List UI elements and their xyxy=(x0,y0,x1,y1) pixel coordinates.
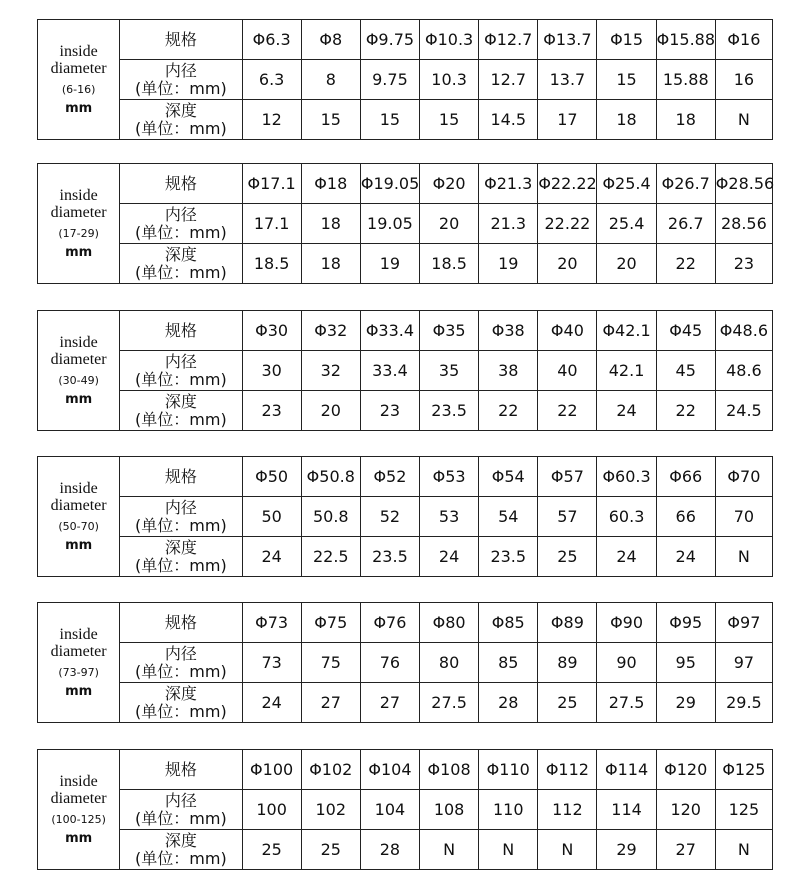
inner-cell: 50.8 xyxy=(301,497,360,537)
mm-text: mm xyxy=(65,830,93,846)
mm-text: mm xyxy=(65,391,93,407)
unit-label: (单位：mm) xyxy=(135,118,227,138)
depth-cell: 27 xyxy=(301,683,360,723)
spec-cell: Φ73 xyxy=(242,603,301,643)
depth-cell: 15 xyxy=(360,100,419,140)
diameter-text: diameter xyxy=(50,642,107,660)
spec-cell: Φ10.3 xyxy=(420,20,479,60)
diameter-text: diameter xyxy=(50,496,107,514)
spec-label xyxy=(120,164,242,204)
spec-cell: Φ42.1 xyxy=(597,311,656,351)
inner-cell: 48.6 xyxy=(715,351,772,391)
size-table-6 xyxy=(37,749,773,870)
spec-cell: Φ33.4 xyxy=(360,311,419,351)
spec-cell: Φ89 xyxy=(538,603,597,643)
inner-cell: 95 xyxy=(656,643,715,683)
spec-cell: Φ80 xyxy=(420,603,479,643)
spec-cell: Φ102 xyxy=(301,750,360,790)
inner-cell: 97 xyxy=(715,643,772,683)
spec-cell: Φ45 xyxy=(656,311,715,351)
inner-cell: 35 xyxy=(420,351,479,391)
depth-cell: 24.5 xyxy=(715,391,772,431)
depth-cell: 27.5 xyxy=(420,683,479,723)
size-table-1 xyxy=(37,19,773,140)
inner-cell: 104 xyxy=(360,790,419,830)
inner-label xyxy=(120,351,242,391)
spec-cell: Φ110 xyxy=(479,750,538,790)
unit-label: (单位：mm) xyxy=(135,515,227,535)
depth-cell: 22 xyxy=(656,391,715,431)
unit-label: (单位：mm) xyxy=(135,262,227,282)
inner-cell: 33.4 xyxy=(360,351,419,391)
unit-label: (单位：mm) xyxy=(135,222,227,242)
depth-cell: 27 xyxy=(360,683,419,723)
diameter-text: diameter xyxy=(50,59,107,77)
unit-label: (单位：mm) xyxy=(135,701,227,721)
size-table-4 xyxy=(37,456,773,577)
row-depth xyxy=(38,244,773,284)
depth-cell: 15 xyxy=(420,100,479,140)
spec-cell: Φ26.7 xyxy=(656,164,715,204)
spec-cell: Φ97 xyxy=(715,603,772,643)
inner-cell: 90 xyxy=(597,643,656,683)
depth-cell: N xyxy=(715,830,772,870)
inner-cell: 110 xyxy=(479,790,538,830)
inner-cell: 75 xyxy=(301,643,360,683)
spec-cell: Φ60.3 xyxy=(597,457,656,497)
inside-text: inside xyxy=(59,772,98,790)
depth-cell: 29 xyxy=(656,683,715,723)
size-table-3 xyxy=(37,310,773,431)
spec-label-text: 规格 xyxy=(164,320,197,340)
depth-cell: N xyxy=(715,100,772,140)
depth-cell: 23 xyxy=(360,391,419,431)
spec-cell: Φ76 xyxy=(360,603,419,643)
spec-cell: Φ48.6 xyxy=(715,311,772,351)
spec-cell: Φ125 xyxy=(715,750,772,790)
inner-cell: 54 xyxy=(479,497,538,537)
inner-label xyxy=(120,497,242,537)
depth-cell: N xyxy=(538,830,597,870)
depth-cell: 25 xyxy=(538,683,597,723)
depth-cell: 23 xyxy=(242,391,301,431)
depth-cell: 18.5 xyxy=(242,244,301,284)
range-header xyxy=(38,311,120,431)
inner-cell: 100 xyxy=(242,790,301,830)
range-text: (30-49) xyxy=(58,373,99,387)
depth-cell: 22 xyxy=(479,391,538,431)
inner-label-text: 内径 xyxy=(164,351,197,371)
depth-cell: 25 xyxy=(301,830,360,870)
inner-label-text: 内径 xyxy=(164,60,197,80)
spec-cell: Φ15.88 xyxy=(656,20,715,60)
depth-label-text: 深度 xyxy=(164,244,197,264)
depth-cell: 29 xyxy=(597,830,656,870)
depth-cell: 24 xyxy=(420,537,479,577)
depth-cell: 27 xyxy=(656,830,715,870)
spec-cell: Φ75 xyxy=(301,603,360,643)
inner-cell: 18 xyxy=(301,204,360,244)
depth-cell: 20 xyxy=(301,391,360,431)
spec-cell: Φ16 xyxy=(715,20,772,60)
inner-cell: 22.22 xyxy=(538,204,597,244)
depth-label xyxy=(120,683,242,723)
size-table-5 xyxy=(37,602,773,723)
spec-cell: Φ50.8 xyxy=(301,457,360,497)
spec-cell: Φ95 xyxy=(656,603,715,643)
spec-label-text: 规格 xyxy=(164,759,197,779)
depth-cell: 18 xyxy=(656,100,715,140)
unit-label: (单位：mm) xyxy=(135,848,227,868)
depth-cell: 18.5 xyxy=(420,244,479,284)
inner-cell: 57 xyxy=(538,497,597,537)
spec-cell: Φ40 xyxy=(538,311,597,351)
inner-cell: 8 xyxy=(301,60,360,100)
depth-label xyxy=(120,391,242,431)
depth-cell: N xyxy=(715,537,772,577)
inner-cell: 114 xyxy=(597,790,656,830)
depth-label xyxy=(120,537,242,577)
depth-cell: 24 xyxy=(242,683,301,723)
inner-label xyxy=(120,643,242,683)
range-header xyxy=(38,603,120,723)
spec-cell: Φ54 xyxy=(479,457,538,497)
depth-cell: N xyxy=(479,830,538,870)
inner-cell: 10.3 xyxy=(420,60,479,100)
depth-label xyxy=(120,244,242,284)
depth-label xyxy=(120,100,242,140)
spec-cell: Φ15 xyxy=(597,20,656,60)
depth-cell: 25 xyxy=(538,537,597,577)
range-header xyxy=(38,457,120,577)
range-text: (50-70) xyxy=(58,519,99,533)
spec-cell: Φ8 xyxy=(301,20,360,60)
inner-cell: 28.56 xyxy=(715,204,772,244)
spec-cell: Φ30 xyxy=(242,311,301,351)
row-inner xyxy=(38,204,773,244)
depth-cell: 18 xyxy=(597,100,656,140)
inner-cell: 21.3 xyxy=(479,204,538,244)
spec-cell: Φ85 xyxy=(479,603,538,643)
row-spec xyxy=(38,311,773,351)
spec-cell: Φ104 xyxy=(360,750,419,790)
row-depth xyxy=(38,100,773,140)
depth-cell: 27.5 xyxy=(597,683,656,723)
row-inner xyxy=(38,790,773,830)
mm-text: mm xyxy=(65,100,93,116)
inside-text: inside xyxy=(59,479,98,497)
diameter-text: diameter xyxy=(50,789,107,807)
spec-cell: Φ100 xyxy=(242,750,301,790)
depth-cell: 25 xyxy=(242,830,301,870)
depth-label-text: 深度 xyxy=(164,537,197,557)
inner-cell: 16 xyxy=(715,60,772,100)
range-header xyxy=(38,20,120,140)
mm-text: mm xyxy=(65,244,93,260)
spec-label xyxy=(120,750,242,790)
spec-cell: Φ28.56 xyxy=(715,164,772,204)
depth-cell: 23.5 xyxy=(420,391,479,431)
spec-cell: Φ108 xyxy=(420,750,479,790)
row-spec xyxy=(38,457,773,497)
inner-cell: 26.7 xyxy=(656,204,715,244)
inner-cell: 32 xyxy=(301,351,360,391)
inner-cell: 60.3 xyxy=(597,497,656,537)
depth-label-text: 深度 xyxy=(164,391,197,411)
row-depth xyxy=(38,683,773,723)
inner-cell: 102 xyxy=(301,790,360,830)
depth-cell: 12 xyxy=(242,100,301,140)
spec-cell: Φ20 xyxy=(420,164,479,204)
spec-cell: Φ6.3 xyxy=(242,20,301,60)
inner-cell: 42.1 xyxy=(597,351,656,391)
inner-cell: 17.1 xyxy=(242,204,301,244)
spec-cell: Φ21.3 xyxy=(479,164,538,204)
unit-label: (单位：mm) xyxy=(135,661,227,681)
spec-cell: Φ38 xyxy=(479,311,538,351)
row-spec xyxy=(38,603,773,643)
inner-cell: 108 xyxy=(420,790,479,830)
range-header xyxy=(38,750,120,870)
depth-cell: 22 xyxy=(656,244,715,284)
inner-cell: 12.7 xyxy=(479,60,538,100)
depth-cell: 24 xyxy=(242,537,301,577)
depth-cell: 22.5 xyxy=(301,537,360,577)
inner-label-text: 内径 xyxy=(164,790,197,810)
range-text: (6-16) xyxy=(61,82,96,96)
depth-cell: 28 xyxy=(360,830,419,870)
spec-cell: Φ90 xyxy=(597,603,656,643)
diameter-text: diameter xyxy=(50,350,107,368)
inner-label xyxy=(120,60,242,100)
spec-label xyxy=(120,603,242,643)
diameter-text: diameter xyxy=(50,203,107,221)
spec-cell: Φ114 xyxy=(597,750,656,790)
inner-cell: 45 xyxy=(656,351,715,391)
depth-cell: 19 xyxy=(479,244,538,284)
inner-cell: 89 xyxy=(538,643,597,683)
inside-text: inside xyxy=(59,42,98,60)
spec-cell: Φ66 xyxy=(656,457,715,497)
unit-label: (单位：mm) xyxy=(135,555,227,575)
depth-cell: 28 xyxy=(479,683,538,723)
depth-label-text: 深度 xyxy=(164,100,197,120)
inner-cell: 73 xyxy=(242,643,301,683)
inner-cell: 15.88 xyxy=(656,60,715,100)
inner-label-text: 内径 xyxy=(164,643,197,663)
mm-text: mm xyxy=(65,537,93,553)
depth-label-text: 深度 xyxy=(164,683,197,703)
row-inner xyxy=(38,497,773,537)
inner-cell: 38 xyxy=(479,351,538,391)
inner-cell: 13.7 xyxy=(538,60,597,100)
depth-cell: 14.5 xyxy=(479,100,538,140)
depth-cell: N xyxy=(420,830,479,870)
inner-cell: 70 xyxy=(715,497,772,537)
inner-cell: 40 xyxy=(538,351,597,391)
depth-cell: 29.5 xyxy=(715,683,772,723)
depth-cell: 18 xyxy=(301,244,360,284)
row-inner xyxy=(38,351,773,391)
spec-cell: Φ17.1 xyxy=(242,164,301,204)
depth-cell: 19 xyxy=(360,244,419,284)
spec-cell: Φ18 xyxy=(301,164,360,204)
inner-cell: 30 xyxy=(242,351,301,391)
row-spec xyxy=(38,164,773,204)
depth-label xyxy=(120,830,242,870)
spec-cell: Φ120 xyxy=(656,750,715,790)
spec-label xyxy=(120,311,242,351)
size-table-2 xyxy=(37,163,773,284)
depth-cell: 24 xyxy=(597,537,656,577)
range-text: (17-29) xyxy=(58,226,99,240)
spec-cell: Φ32 xyxy=(301,311,360,351)
unit-label: (单位：mm) xyxy=(135,369,227,389)
depth-cell: 20 xyxy=(597,244,656,284)
spec-cell: Φ35 xyxy=(420,311,479,351)
mm-text: mm xyxy=(65,683,93,699)
spec-label xyxy=(120,20,242,60)
spec-cell: Φ50 xyxy=(242,457,301,497)
depth-cell: 23.5 xyxy=(479,537,538,577)
row-inner xyxy=(38,60,773,100)
spec-cell: Φ57 xyxy=(538,457,597,497)
depth-cell: 23 xyxy=(715,244,772,284)
spec-label-text: 规格 xyxy=(164,29,197,49)
inner-label xyxy=(120,790,242,830)
inner-cell: 6.3 xyxy=(242,60,301,100)
range-text: (100-125) xyxy=(51,812,106,826)
depth-cell: 23.5 xyxy=(360,537,419,577)
spec-cell: Φ13.7 xyxy=(538,20,597,60)
inner-cell: 50 xyxy=(242,497,301,537)
spec-cell: Φ19.05 xyxy=(360,164,419,204)
spec-cell: Φ70 xyxy=(715,457,772,497)
inner-cell: 9.75 xyxy=(360,60,419,100)
inner-cell: 19.05 xyxy=(360,204,419,244)
row-depth xyxy=(38,391,773,431)
spec-cell: Φ52 xyxy=(360,457,419,497)
spec-label-text: 规格 xyxy=(164,173,197,193)
row-depth xyxy=(38,830,773,870)
inner-cell: 125 xyxy=(715,790,772,830)
depth-cell: 17 xyxy=(538,100,597,140)
inner-cell: 85 xyxy=(479,643,538,683)
inside-text: inside xyxy=(59,186,98,204)
spec-cell: Φ9.75 xyxy=(360,20,419,60)
inner-label-text: 内径 xyxy=(164,497,197,517)
row-spec xyxy=(38,20,773,60)
inner-cell: 20 xyxy=(420,204,479,244)
inner-cell: 66 xyxy=(656,497,715,537)
unit-label: (单位：mm) xyxy=(135,78,227,98)
inner-cell: 15 xyxy=(597,60,656,100)
unit-label: (单位：mm) xyxy=(135,808,227,828)
inner-cell: 52 xyxy=(360,497,419,537)
spec-label-text: 规格 xyxy=(164,612,197,632)
spec-cell: Φ112 xyxy=(538,750,597,790)
inner-cell: 25.4 xyxy=(597,204,656,244)
depth-cell: 15 xyxy=(301,100,360,140)
depth-cell: 24 xyxy=(656,537,715,577)
spec-label xyxy=(120,457,242,497)
inner-cell: 76 xyxy=(360,643,419,683)
depth-label-text: 深度 xyxy=(164,830,197,850)
row-depth xyxy=(38,537,773,577)
depth-cell: 20 xyxy=(538,244,597,284)
inner-cell: 120 xyxy=(656,790,715,830)
inner-cell: 80 xyxy=(420,643,479,683)
spec-label-text: 规格 xyxy=(164,466,197,486)
row-spec xyxy=(38,750,773,790)
spec-cell: Φ22.22 xyxy=(538,164,597,204)
inner-cell: 112 xyxy=(538,790,597,830)
inside-text: inside xyxy=(59,625,98,643)
spec-cell: Φ25.4 xyxy=(597,164,656,204)
range-text: (73-97) xyxy=(58,665,99,679)
unit-label: (单位：mm) xyxy=(135,409,227,429)
depth-cell: 24 xyxy=(597,391,656,431)
inside-text: inside xyxy=(59,333,98,351)
inner-label xyxy=(120,204,242,244)
inner-cell: 53 xyxy=(420,497,479,537)
row-inner xyxy=(38,643,773,683)
spec-cell: Φ12.7 xyxy=(479,20,538,60)
inner-label-text: 内径 xyxy=(164,204,197,224)
depth-cell: 22 xyxy=(538,391,597,431)
spec-cell: Φ53 xyxy=(420,457,479,497)
range-header xyxy=(38,164,120,284)
